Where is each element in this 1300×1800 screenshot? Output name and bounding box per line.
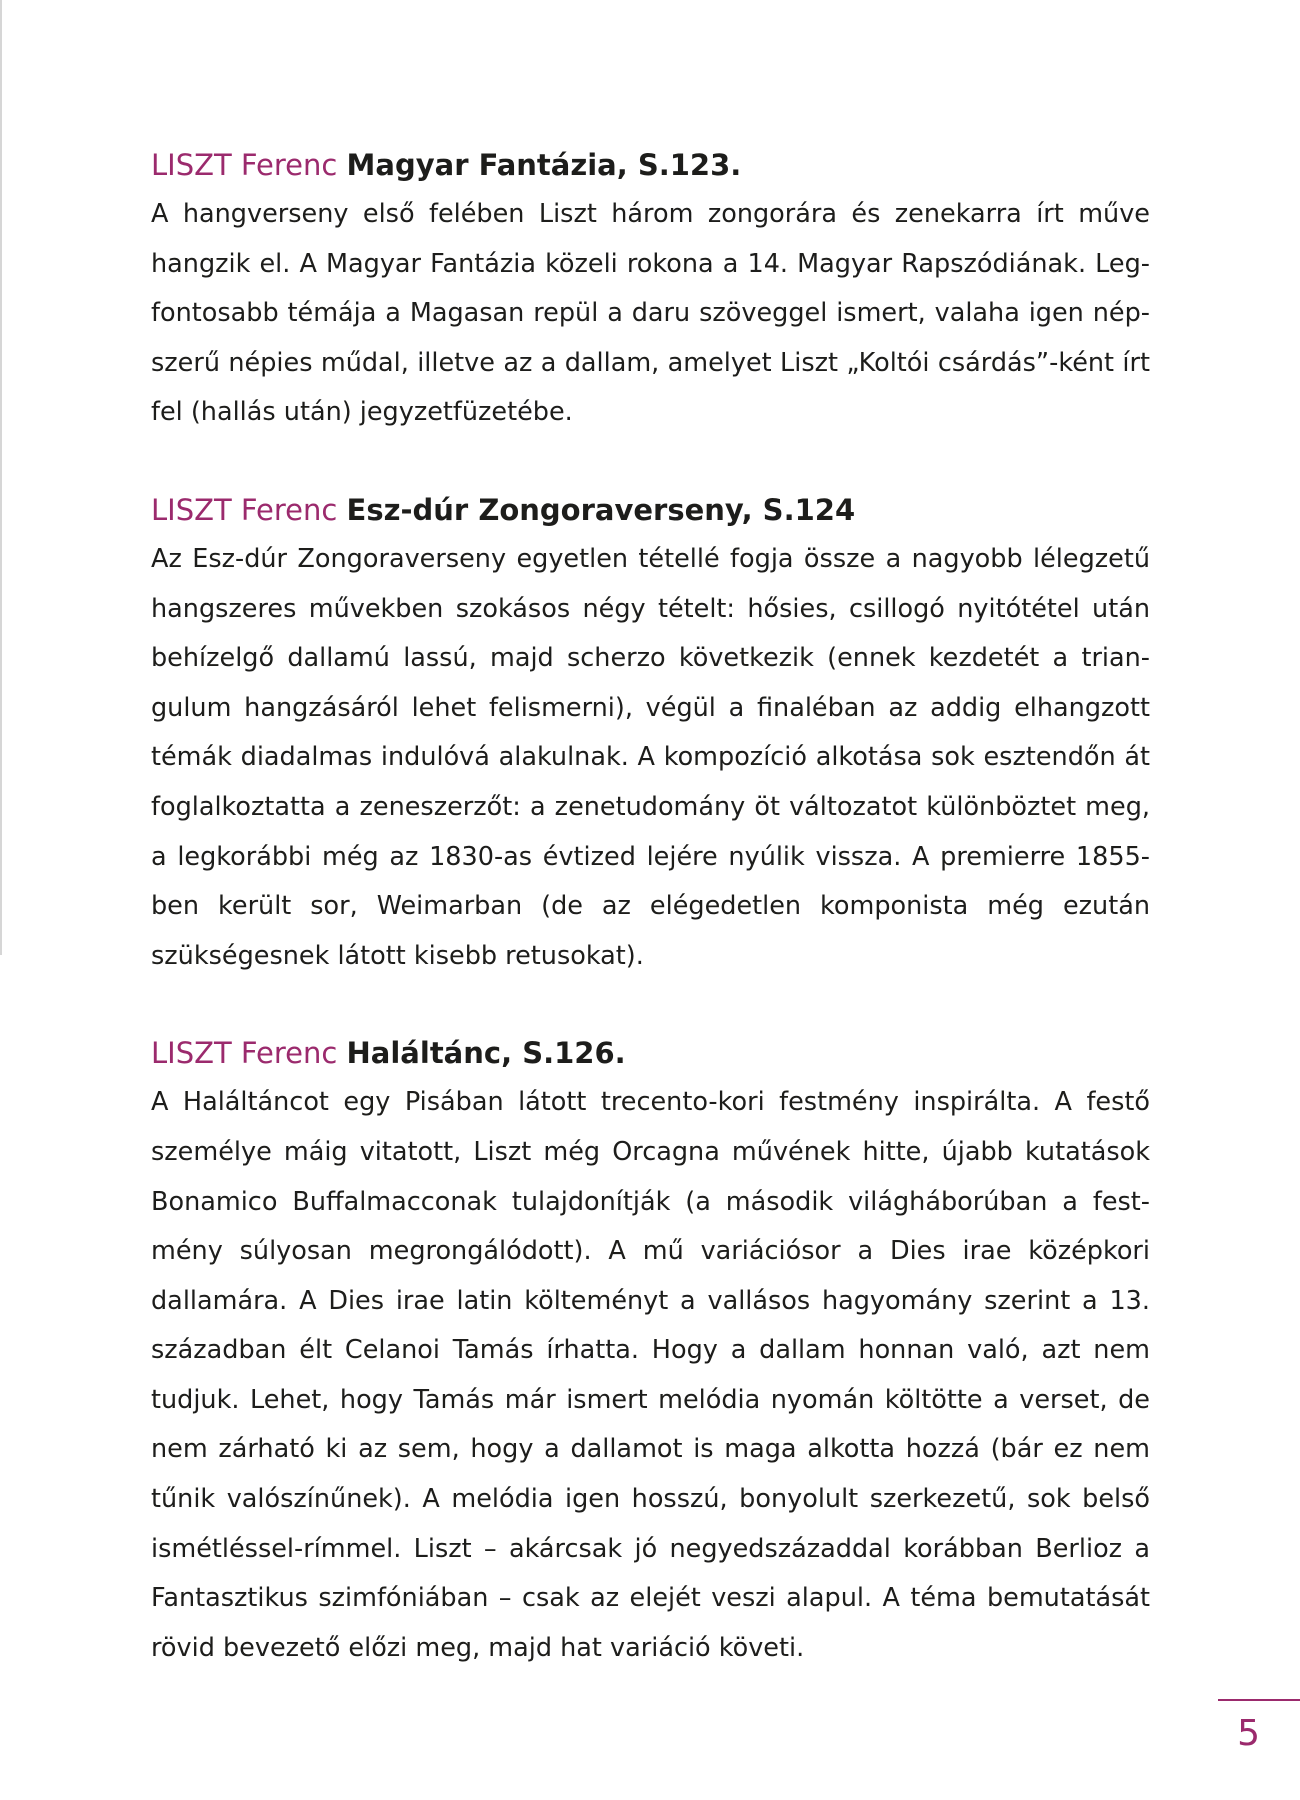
section-body-text: A Haláltáncot egy Pisában látott trecento-kori festmény inspirálta. A festő személye máig vitatott, Liszt még Orcagna művének hitte, újabb kutatások Bonamico Buffalmacconak tulajdonítják (a második világháborúban a festmény súlyosan megrongálódott). A mű variációsor a Dies irae középkori dallamára. A Dies irae latin költeményt a vallásos hagyomány szerint a 13. században élt Celanoi Tamás írhatta. Hogy a dallam honnan való, azt nem tudjuk. Lehet, hogy Tamás már ismert melódia nyomán költötte a verset, de nem zárható ki az sem, hogy a dallamot is maga alkotta hozzá (bár ez nem tűnik valószínűnek). A melódia igen hosszú, bonyolult szerkezetű, sok belső ismétléssel-rímmel. Liszt – akárcsak jó negyedszázaddal korábban Berlioz a Fantasztikus szimfóniában – csak az elejét veszi alapul. A téma bemutatását rövid bevezető előzi meg, majd hat variáció követi. — [151, 1087, 1150, 1663]
program-note-halaltanc — [151, 1028, 1150, 1673]
section-heading — [151, 140, 1150, 190]
page-number: 5 — [1237, 1713, 1260, 1754]
work-title: Haláltánc, S.126. — [346, 1036, 626, 1071]
section-heading — [151, 485, 1150, 535]
composer-name: LISZT Ferenc — [151, 1036, 338, 1071]
work-title: Esz-dúr Zongoraverseny, S.124 — [346, 492, 856, 527]
composer-name: LISZT Ferenc — [151, 148, 338, 182]
program-note-esz-dur-zongoraverseny — [151, 485, 1150, 981]
section-body-text: A hangverseny első felében Liszt három zongorára és zenekarra írt műve hangzik el. A Magyar Fantázia közeli rokona a 14. Magyar Rapszódiának. Legfontosabb témája a Magasan repül a daru szöveggel ismert, valaha igen népszerű népies műdal, illetve az a dallam, amelyet Liszt „Koltói csárdás”-ként írt fel (hallás után) jegyzetfüzetébe. — [151, 199, 1150, 428]
page-content — [151, 140, 1150, 1673]
section-heading — [151, 1028, 1150, 1078]
program-note-magyar-fantazia — [151, 140, 1150, 438]
composer-name: LISZT Ferenc — [151, 492, 338, 527]
page-number-rule — [1218, 1699, 1300, 1701]
work-title: Magyar Fantázia, S.123. — [346, 148, 742, 182]
section-body-text: Az Esz-dúr Zongoraverseny egyetlen tétellé fogja össze a nagyobb lélegzetű hangszeres művekben szokásos négy tételt: hősies, csillogó nyitótétel után behízelgő dallamú lassú, majd scherzo következik (ennek kezdetét a triangulum hangzásáról lehet felismerni), végül a finaléban az addig elhangzott témák diadalmas indulóvá alakulnak. A kompozíció alkotása sok esztendőn át foglalkoztatta a zeneszerzőt: a zenetudomány öt változatot különböztet meg, a legkorábbi még az 1830-as évtized lejére nyúlik vissza. A premierre 1855-ben került sor, Weimarban (de az elégedetlen komponista még ezután szükségesnek látott kisebb retusokat). — [151, 543, 1150, 971]
left-margin-rule — [0, 0, 2, 955]
